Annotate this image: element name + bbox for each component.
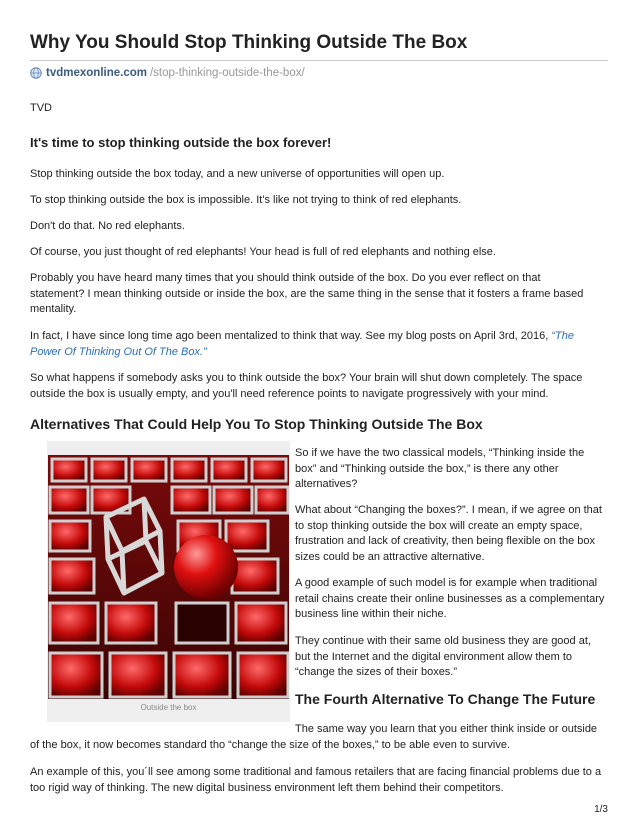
figure-caption: Outside the box	[140, 703, 197, 712]
section1-paragraph-2: What about “Changing the boxes?”. I mean, if we agree on that to stop thinking outside the box will create an empty space, frustration and lack of creativity, then being flexible on the box sizes could be an attractive alternative.	[295, 504, 602, 563]
blog-post-link[interactable]: “The Power Of Thinking Out Of The Box.”	[30, 330, 575, 358]
source-path[interactable]: /stop-thinking-outside-the-box/	[149, 67, 305, 79]
section-heading-fourth-alternative: The Fourth Alternative To Change The Future	[295, 691, 596, 707]
section1-paragraph-4: They continue with their same old business they are good at, but the Internet and the digital environment allow them to “change the sizes of their boxes.”	[295, 635, 591, 678]
paragraph-4: Of course, you just thought of red elephants! Your head is full of red elephants and nothing else.	[30, 246, 496, 258]
paragraph-6-text: In fact, I have since long time ago been mentalized to think that way. See my blog posts on April 3rd, 2016,	[30, 330, 549, 342]
section1-paragraph-3: A good example of such model is for example when traditional retail chains create their online businesses as a complementary business line within their niche.	[295, 577, 605, 620]
paragraph-2: To stop thinking outside the box is impossible. It's like not trying to think of red elephants.	[30, 194, 462, 206]
source-link[interactable]	[30, 67, 305, 79]
section2-paragraph-1: The same way you learn that you either think inside or outside of the box, it now becomes standard tho “change the size of the boxes,” to be able even to survive.	[30, 723, 598, 751]
boxes-illustration	[48, 455, 289, 699]
paragraph-3: Don't do that. No red elephants.	[30, 220, 185, 232]
paragraph-5: Probably you have heard many times that you should think outside of the box. Do you ever reflect on that statement? I mean thinking outside or inside the box, are the same thing in the sense that it fosters a frame based mentality.	[30, 272, 584, 315]
title-divider	[30, 60, 608, 61]
author-name: TVD	[30, 102, 52, 114]
paragraph-1: Stop thinking outside the box today, and a new universe of opportunities will open up.	[30, 168, 445, 180]
page-number: 1/3	[594, 804, 608, 815]
source-domain[interactable]: tvdmexonline.com	[46, 67, 147, 79]
paragraph-6	[30, 329, 596, 360]
page-title: Why You Should Stop Thinking Outside The Box	[30, 32, 468, 53]
section2-paragraph-2: An example of this, you´ll see among some traditional and famous retailers that are facing financial problems due to a too rigid way of thinking. The new digital business environment left them behind their competitors.	[30, 766, 602, 794]
section-heading-alternatives: Alternatives That Could Help You To Stop Thinking Outside The Box	[30, 416, 483, 432]
figure-outside-the-box	[47, 441, 290, 722]
paragraph-7: So what happens if somebody asks you to think outside the box? Your brain will shut down completely. The space outside the box is usually empty, and you'll need reference points to navigate progressively with your mind.	[30, 372, 583, 400]
section1-paragraph-1: So if we have the two classical models, “Thinking inside the box” and “Thinking outside the box,” is there any other alternatives?	[295, 447, 585, 490]
globe-icon	[30, 67, 42, 79]
lead-heading: It's time to stop thinking outside the box forever!	[30, 135, 332, 150]
